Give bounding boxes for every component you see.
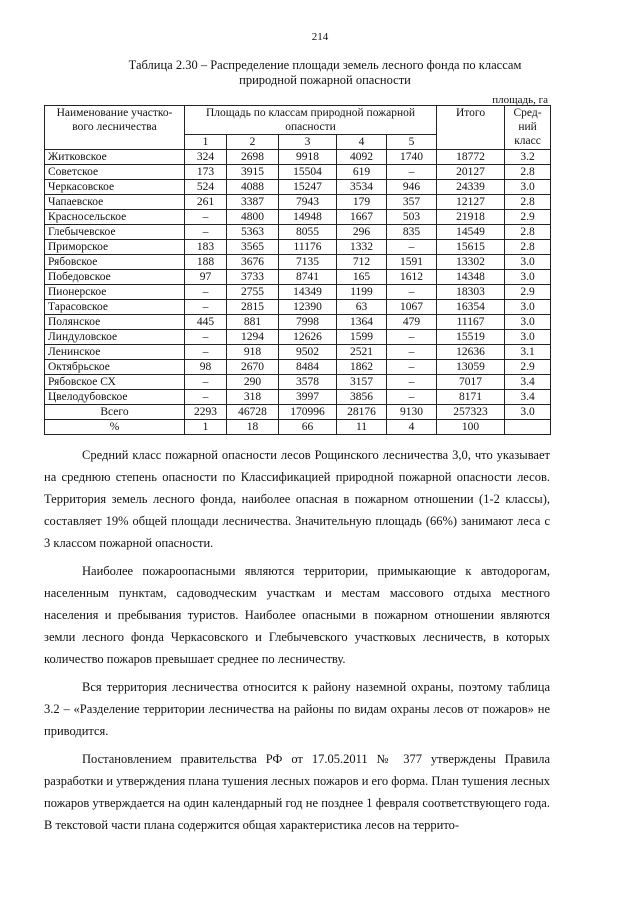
- cell-total: 16354: [437, 300, 505, 315]
- cell-c3: 14349: [279, 285, 337, 300]
- table-row: [45, 375, 551, 390]
- cell-c2: 3676: [227, 255, 279, 270]
- cell-c5: –: [387, 360, 437, 375]
- cell-c4: 3856: [337, 390, 387, 405]
- cell-c4: 1667: [337, 210, 387, 225]
- cell-avg: 2.8: [505, 240, 551, 255]
- cell-c1: –: [185, 345, 227, 360]
- cell-c5: 1067: [387, 300, 437, 315]
- cell-total: 7017: [437, 375, 505, 390]
- table-caption: [70, 58, 580, 88]
- cell-c3: 170996: [279, 405, 337, 420]
- cell-c3: 3997: [279, 390, 337, 405]
- header-average-class: Сред-ний класс: [505, 106, 551, 150]
- row-label: Советское: [45, 165, 185, 180]
- cell-c2: 4088: [227, 180, 279, 195]
- cell-c4: 63: [337, 300, 387, 315]
- table-row: [45, 225, 551, 240]
- row-label: Победовское: [45, 270, 185, 285]
- paragraph: Наиболее пожароопасными являются территории, примыкающие к автодорогам, населенным пунктам, садоводческим участкам и местам массового отдыха местного населения и пребывания туристов. Наиболее опасными в пожарном отношении являются земли лесного фонда Черкасовского и Глебычевского участковых лесничеств, в которых количество пожаров превышает среднее по лесничеству.: [44, 564, 550, 666]
- cell-c3: 15504: [279, 165, 337, 180]
- cell-avg: 2.9: [505, 210, 551, 225]
- cell-c5: –: [387, 240, 437, 255]
- cell-avg: 3.0: [505, 405, 551, 420]
- header-class-4: 4: [337, 135, 387, 150]
- header-forestry-name: Наименование участко-вого лесничества: [45, 106, 185, 150]
- cell-c4: 28176: [337, 405, 387, 420]
- cell-c1: –: [185, 330, 227, 345]
- cell-c4: 1199: [337, 285, 387, 300]
- cell-c2: 918: [227, 345, 279, 360]
- cell-c1: 261: [185, 195, 227, 210]
- row-label: Житковское: [45, 150, 185, 165]
- cell-c5: –: [387, 390, 437, 405]
- cell-c2: 3915: [227, 165, 279, 180]
- cell-c5: 1740: [387, 150, 437, 165]
- cell-c1: 445: [185, 315, 227, 330]
- cell-c2: 881: [227, 315, 279, 330]
- cell-c1: 324: [185, 150, 227, 165]
- row-label: Тарасовское: [45, 300, 185, 315]
- row-label: Полянское: [45, 315, 185, 330]
- table-row: [45, 300, 551, 315]
- table-row: [45, 165, 551, 180]
- caption-line-1: Таблица 2.30 – Распределение площади земель лесного фонда по классам: [128, 58, 522, 72]
- row-label: Глебычевское: [45, 225, 185, 240]
- cell-avg: 3.4: [505, 390, 551, 405]
- cell-c5: 503: [387, 210, 437, 225]
- cell-total: 20127: [437, 165, 505, 180]
- cell-c2: 318: [227, 390, 279, 405]
- row-label: Приморское: [45, 240, 185, 255]
- cell-total: 14348: [437, 270, 505, 285]
- header-area-by-class: Площадь по классам природной пожарной опасности: [185, 106, 437, 135]
- cell-c2: 2755: [227, 285, 279, 300]
- cell-c1: 1: [185, 420, 227, 435]
- cell-c1: –: [185, 285, 227, 300]
- cell-c2: 46728: [227, 405, 279, 420]
- cell-c1: 188: [185, 255, 227, 270]
- paragraph: Средний класс пожарной опасности лесов Рощинского лесничества 3,0, что указывает на среднюю степень опасности по Классификацией природной пожарной опасности лесов. Территория земель лесного фонда, наиболее опасная в пожарном отношении (1-2 классы), составляет 19% общей площади лесничества. Значительную площадь (66%) занимают леса с 3 классом пожарной опасности.: [44, 448, 550, 550]
- cell-c4: 2521: [337, 345, 387, 360]
- cell-c5: 4: [387, 420, 437, 435]
- table-row: [45, 360, 551, 375]
- cell-c5: 1591: [387, 255, 437, 270]
- cell-total: 100: [437, 420, 505, 435]
- page-number: 214: [311, 31, 329, 43]
- cell-total: 8171: [437, 390, 505, 405]
- cell-c3: 12626: [279, 330, 337, 345]
- row-label: Чапаевское: [45, 195, 185, 210]
- cell-c5: –: [387, 345, 437, 360]
- table-row: [45, 240, 551, 255]
- row-label: Линдуловское: [45, 330, 185, 345]
- cell-total: 13059: [437, 360, 505, 375]
- cell-c4: 11: [337, 420, 387, 435]
- row-label: Пионерское: [45, 285, 185, 300]
- cell-c1: 173: [185, 165, 227, 180]
- cell-avg: 3.1: [505, 345, 551, 360]
- cell-c5: –: [387, 330, 437, 345]
- cell-avg: 2.8: [505, 165, 551, 180]
- fire-danger-table: [44, 105, 551, 435]
- cell-c1: 2293: [185, 405, 227, 420]
- paragraph: Постановлением правительства РФ от 17.05.2011 № 377 утверждены Правила разработки и утверждения плана тушения лесных пожаров и его форма. План тушения лесных пожаров утверждается на один календарный год не позднее 1 февраля соответствующего года. В текстовой части плана содержится общая характеристика лесов на террито-: [44, 752, 550, 832]
- cell-c4: 1599: [337, 330, 387, 345]
- cell-c4: 165: [337, 270, 387, 285]
- table-row: [45, 180, 551, 195]
- cell-c5: 1612: [387, 270, 437, 285]
- cell-c2: 4800: [227, 210, 279, 225]
- cell-total: 18772: [437, 150, 505, 165]
- cell-avg: 3.0: [505, 330, 551, 345]
- percent-row: [45, 420, 551, 435]
- cell-total: 12127: [437, 195, 505, 210]
- header-class-1: 1: [185, 135, 227, 150]
- cell-c2: 2815: [227, 300, 279, 315]
- cell-c4: 1364: [337, 315, 387, 330]
- cell-c3: 7943: [279, 195, 337, 210]
- cell-avg: 2.8: [505, 225, 551, 240]
- cell-avg: 3.2: [505, 150, 551, 165]
- cell-c4: 3534: [337, 180, 387, 195]
- cell-c2: 3565: [227, 240, 279, 255]
- cell-c3: 15247: [279, 180, 337, 195]
- cell-c3: 66: [279, 420, 337, 435]
- cell-total: 24339: [437, 180, 505, 195]
- table-row: [45, 390, 551, 405]
- cell-avg: 3.0: [505, 180, 551, 195]
- cell-c3: 11176: [279, 240, 337, 255]
- cell-total: 257323: [437, 405, 505, 420]
- cell-c2: 2698: [227, 150, 279, 165]
- cell-c5: –: [387, 165, 437, 180]
- table-row: [45, 285, 551, 300]
- cell-c1: 97: [185, 270, 227, 285]
- cell-avg: 3.0: [505, 255, 551, 270]
- row-label: Всего: [45, 405, 185, 420]
- row-label: Октябрьское: [45, 360, 185, 375]
- cell-c3: 14948: [279, 210, 337, 225]
- cell-c3: 9502: [279, 345, 337, 360]
- row-label: Черкасовское: [45, 180, 185, 195]
- table-row: [45, 345, 551, 360]
- row-label: Цвелодубовское: [45, 390, 185, 405]
- cell-c4: 3157: [337, 375, 387, 390]
- cell-c3: 7135: [279, 255, 337, 270]
- cell-c1: –: [185, 225, 227, 240]
- paragraph: Вся территория лесничества относится к району наземной охраны, поэтому таблица 3.2 – «Разделение территории лесничества на районы по видам охраны лесов от пожаров» не приводится.: [44, 680, 550, 738]
- cell-c5: 357: [387, 195, 437, 210]
- row-label: Красносельское: [45, 210, 185, 225]
- body-text: [44, 444, 550, 842]
- cell-c5: 835: [387, 225, 437, 240]
- cell-avg: [505, 420, 551, 435]
- cell-c2: 1294: [227, 330, 279, 345]
- cell-avg: 3.0: [505, 270, 551, 285]
- unit-label: площадь, га: [492, 94, 548, 106]
- cell-avg: 3.0: [505, 315, 551, 330]
- cell-c3: 8055: [279, 225, 337, 240]
- cell-avg: 2.8: [505, 195, 551, 210]
- cell-c4: 1862: [337, 360, 387, 375]
- cell-c2: 3733: [227, 270, 279, 285]
- table-row: [45, 195, 551, 210]
- table-row: [45, 315, 551, 330]
- cell-c3: 9918: [279, 150, 337, 165]
- cell-c1: –: [185, 375, 227, 390]
- row-label: %: [45, 420, 185, 435]
- header-total: Итого: [437, 106, 505, 150]
- table-row: [45, 330, 551, 345]
- cell-total: 15615: [437, 240, 505, 255]
- cell-total: 18303: [437, 285, 505, 300]
- cell-total: 14549: [437, 225, 505, 240]
- cell-c3: 3578: [279, 375, 337, 390]
- cell-c1: 524: [185, 180, 227, 195]
- cell-total: 13302: [437, 255, 505, 270]
- cell-c4: 712: [337, 255, 387, 270]
- cell-c5: 9130: [387, 405, 437, 420]
- cell-avg: 3.4: [505, 375, 551, 390]
- cell-c5: –: [387, 375, 437, 390]
- table-row: [45, 255, 551, 270]
- cell-c4: 1332: [337, 240, 387, 255]
- cell-c3: 8741: [279, 270, 337, 285]
- cell-c5: –: [387, 285, 437, 300]
- cell-c5: 946: [387, 180, 437, 195]
- header-class-3: 3: [279, 135, 337, 150]
- row-label: Рябовское СХ: [45, 375, 185, 390]
- cell-c5: 479: [387, 315, 437, 330]
- cell-c1: –: [185, 390, 227, 405]
- table-row: [45, 150, 551, 165]
- cell-c2: 3387: [227, 195, 279, 210]
- cell-c4: 4092: [337, 150, 387, 165]
- cell-total: 21918: [437, 210, 505, 225]
- cell-c1: 183: [185, 240, 227, 255]
- header-class-5: 5: [387, 135, 437, 150]
- cell-avg: 3.0: [505, 300, 551, 315]
- cell-total: 15519: [437, 330, 505, 345]
- cell-avg: 2.9: [505, 285, 551, 300]
- table-row: [45, 270, 551, 285]
- row-label: Рябовское: [45, 255, 185, 270]
- cell-c1: 98: [185, 360, 227, 375]
- cell-c2: 290: [227, 375, 279, 390]
- table-body: [45, 150, 551, 435]
- cell-c3: 7998: [279, 315, 337, 330]
- cell-c1: –: [185, 210, 227, 225]
- cell-c4: 296: [337, 225, 387, 240]
- row-label: Ленинское: [45, 345, 185, 360]
- cell-c3: 8484: [279, 360, 337, 375]
- cell-total: 11167: [437, 315, 505, 330]
- cell-c2: 18: [227, 420, 279, 435]
- total-row: [45, 405, 551, 420]
- cell-c4: 179: [337, 195, 387, 210]
- caption-line-2: природной пожарной опасности: [239, 73, 411, 87]
- cell-c3: 12390: [279, 300, 337, 315]
- header-class-2: 2: [227, 135, 279, 150]
- cell-c2: 5363: [227, 225, 279, 240]
- cell-c2: 2670: [227, 360, 279, 375]
- cell-c4: 619: [337, 165, 387, 180]
- table-row: [45, 210, 551, 225]
- cell-total: 12636: [437, 345, 505, 360]
- table-header: [45, 106, 551, 150]
- cell-avg: 2.9: [505, 360, 551, 375]
- cell-c1: –: [185, 300, 227, 315]
